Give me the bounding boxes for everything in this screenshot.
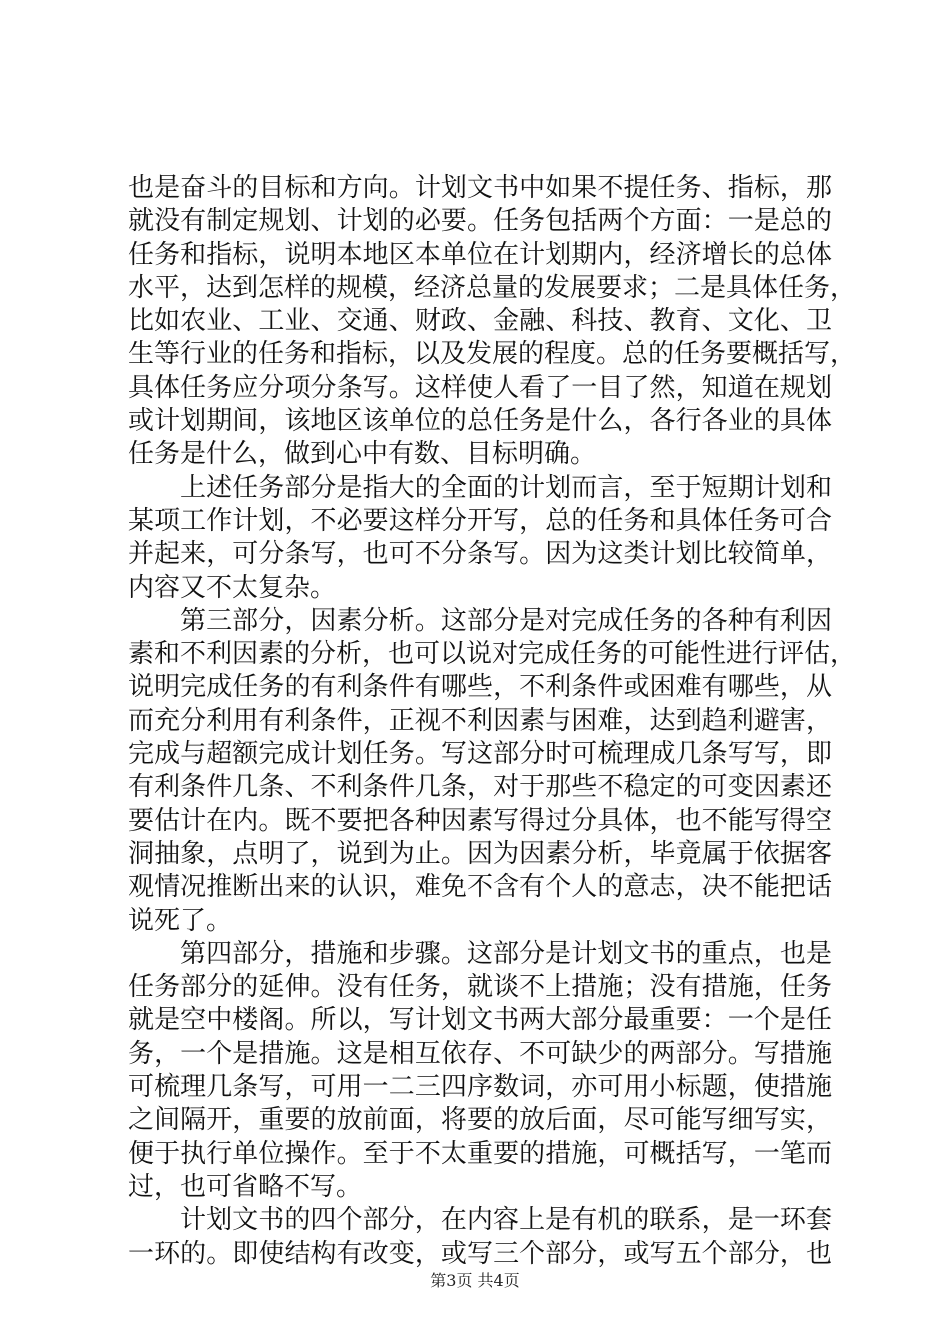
text-line: 务，一个是措施。这是相互依存、不可缺少的两部分。写措施	[128, 1038, 832, 1069]
document-body	[128, 172, 857, 1271]
text-line: 说死了。	[128, 905, 233, 936]
text-line: 素和不利因素的分析，也可以说对完成任务的可能性进行评估，	[128, 639, 857, 670]
text-line: 一环的。即使结构有改变，或写三个部分，或写五个部分，也	[128, 1238, 832, 1269]
text-line: 或计划期间，该地区该单位的总任务是什么，各行各业的具体	[128, 406, 832, 437]
text-line: 第三部分，因素分析。这部分是对完成任务的各种有利因	[180, 605, 832, 636]
text-line: 过，也可省略不写。	[128, 1171, 363, 1202]
text-line: 并起来，可分条写，也可不分条写。因为这类计划比较简单，	[128, 539, 832, 570]
text-line: 便于执行单位操作。至于不太重要的措施，可概括写，一笔而	[128, 1138, 832, 1169]
text-line: 某项工作计划，不必要这样分开写，总的任务和具体任务可合	[128, 505, 832, 536]
text-line: 水平，达到怎样的规模，经济总量的发展要求；二是具体任务，	[128, 272, 857, 303]
text-line: 第四部分，措施和步骤。这部分是计划文书的重点，也是	[180, 938, 832, 969]
text-line: 可梳理几条写，可用一二三四序数词，亦可用小标题，使措施	[128, 1072, 832, 1103]
text-line: 观情况推断出来的认识，难免不含有个人的意志，决不能把话	[128, 872, 832, 903]
page-footer	[0, 1271, 950, 1291]
text-line: 洞抽象，点明了，说到为止。因为因素分析，毕竟属于依据客	[128, 838, 832, 869]
text-line: 比如农业、工业、交通、财政、金融、科技、教育、文化、卫	[128, 306, 832, 337]
text-line: 计划文书的四个部分，在内容上是有机的联系，是一环套	[180, 1205, 832, 1236]
text-line: 上述任务部分是指大的全面的计划而言，至于短期计划和	[180, 472, 832, 503]
page-indicator: 第3页 共4页	[430, 1271, 520, 1290]
text-line: 说明完成任务的有利条件有哪些，不利条件或困难有哪些，从	[128, 672, 832, 703]
text-line: 具体任务应分项分条写。这样使人看了一目了然，知道在规划	[128, 372, 832, 403]
text-line: 而充分利用有利条件，正视不利因素与困难，达到趋利避害，	[128, 705, 832, 736]
text-line: 内容又不太复杂。	[128, 572, 337, 603]
text-line: 要估计在内。既不要把各种因素写得过分具体，也不能写得空	[128, 805, 832, 836]
text-line: 任务部分的延伸。没有任务，就谈不上措施；没有措施，任务	[128, 972, 832, 1003]
text-line: 就是空中楼阁。所以，写计划文书两大部分最重要：一个是任	[128, 1005, 832, 1036]
text-line: 也是奋斗的目标和方向。计划文书中如果不提任务、指标，那	[128, 173, 832, 203]
text-line: 完成与超额完成计划任务。写这部分时可梳理成几条写写，即	[128, 739, 832, 770]
text-line: 之间隔开，重要的放前面，将要的放后面，尽可能写细写实，	[128, 1105, 832, 1136]
text-line: 任务是什么，做到心中有数、目标明确。	[128, 439, 597, 470]
text-line: 有利条件几条、不利条件几条，对于那些不稳定的可变因素还	[128, 772, 832, 803]
text-line: 就没有制定规划、计划的必要。任务包括两个方面：一是总的	[128, 206, 832, 237]
text-line: 任务和指标，说明本地区本单位在计划期内，经济增长的总体	[128, 239, 832, 270]
text-line: 生等行业的任务和指标，以及发展的程度。总的任务要概括写，	[128, 339, 857, 370]
